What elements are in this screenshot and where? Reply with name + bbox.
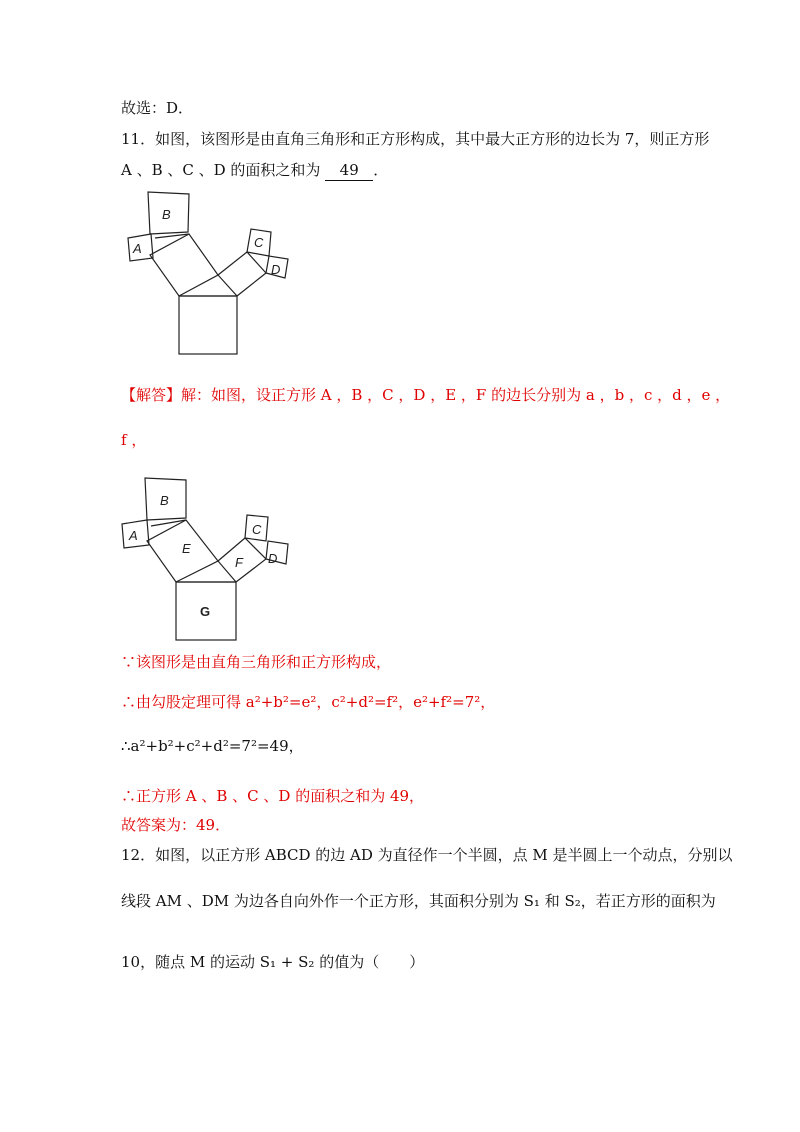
figure-1-label-d: D	[271, 262, 281, 277]
figure-2-label-c: C	[252, 522, 262, 537]
figure-2-label-f: F	[235, 555, 243, 570]
figure-2	[118, 474, 318, 644]
solution-therefore-3: ∴正方形 A 、B 、C 、D 的面积之和为 49，	[121, 787, 425, 805]
q12-line-1: 12．如图，以正方形 ABCD 的边 AD 为直径作一个半圆，点 M 是半圆上一个动点，分别以	[121, 846, 733, 864]
q11-line-1: 11．如图，该图形是由直角三角形和正方形构成，其中最大正方形的边长为 7，则正方形	[121, 130, 710, 148]
figure-2-label-g: G	[200, 604, 211, 619]
figure-1-square-e	[150, 234, 218, 296]
figure-1-label-b: B	[162, 207, 171, 222]
q11-line-2-prefix: A 、B 、C 、D 的面积之和为	[121, 161, 321, 179]
figure-1-label-c: C	[254, 235, 264, 250]
q11-line-2-suffix: ．	[373, 161, 389, 179]
q11-answer: 49	[325, 160, 373, 181]
q11-line-2	[121, 160, 388, 181]
figure-1	[118, 188, 318, 358]
figure-1-label-a: A	[133, 241, 142, 256]
solution-line-2: f ，	[121, 431, 147, 449]
solution-because: ∵该图形是由直角三角形和正方形构成，	[121, 653, 392, 671]
figure-1-square-f	[218, 252, 266, 296]
figure-2-label-d: D	[268, 551, 278, 566]
figure-2-label-b: B	[160, 493, 169, 508]
figure-1-square-g	[179, 296, 237, 354]
previous-answer: 故选：D．	[121, 99, 194, 117]
solution-final: 故答案为：49．	[121, 816, 231, 834]
figure-2-label-e: E	[182, 541, 191, 556]
solution-therefore-2: ∴a²+b²+c²+d²=7²=49，	[121, 737, 304, 755]
q12-line-3: 10，随点 M 的运动 S₁ + S₂ 的值为（ ）	[121, 953, 425, 971]
figure-2-label-a: A	[129, 528, 138, 543]
solution-line-1: 【解答】解：如图，设正方形 A ，B ，C ，D ，E ，F 的边长分别为 a ，b ，c ，d ，e ，	[121, 386, 731, 404]
solution-therefore-1: ∴由勾股定理可得 a²+b²=e²，c²+d²=f²，e²+f²=7²，	[121, 693, 496, 711]
q12-line-2: 线段 AM 、DM 为边各自向外作一个正方形，其面积分别为 S₁ 和 S₂，若正方形的面积为	[121, 892, 716, 910]
